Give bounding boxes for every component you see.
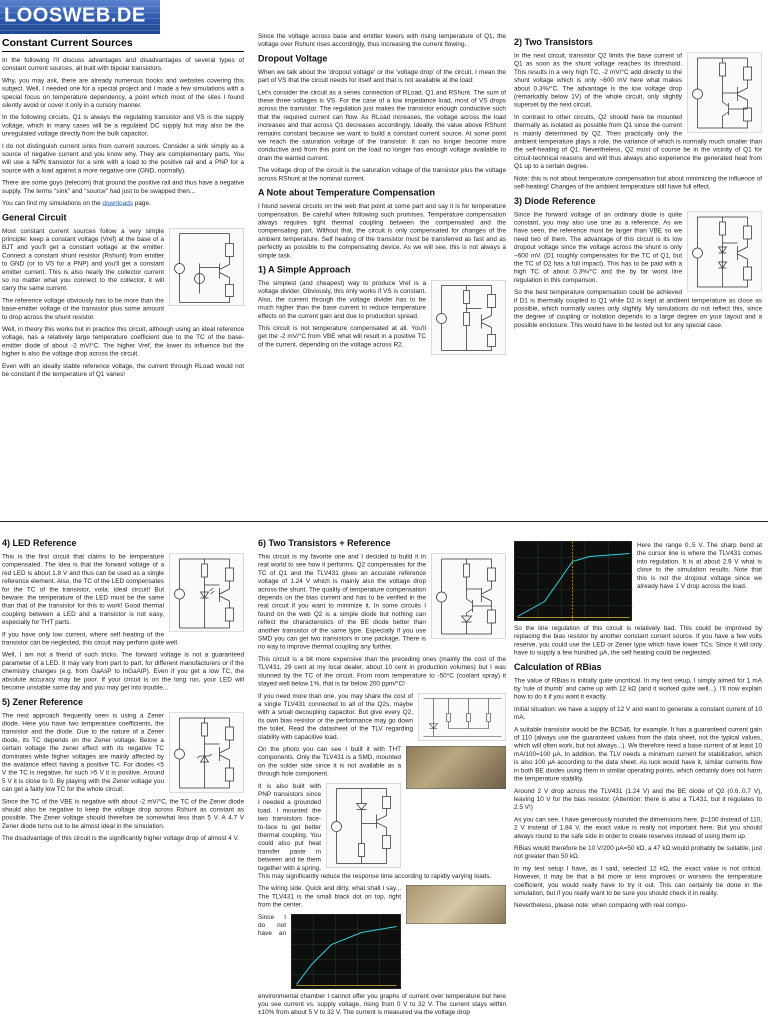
- paragraph: The voltage drop of the circuit is the saturation voltage of the transistor plus the voltage across RShunt at the nominal current.: [258, 166, 506, 182]
- schematic-two-transistors: [687, 53, 762, 133]
- site-logo[interactable]: [0, 0, 160, 34]
- paragraph: This circuit is a bit more expensive than the preceding ones (mainly the cost of the TLV431, 29 cent at my local dealer, about 10 cent in production volumes) but I was stunned by the TC of the circuit. From room temperature to -50°C (coolant spray) it stayed well below 1%, that is far below 200 ppm/°C!: [258, 654, 506, 688]
- paragraph: Since the TC of the VBE is negative with about -2 mV/°C, the TC of the Zener diode should also be negative to keep the voltage drop across Rshunt as constant as possible. The Zener voltage should therefore be somewhat less than 5 V. A 4.7 V Zener diode turns out to be almost ideal in the simulation.: [2, 797, 244, 830]
- text: You can find my simulations on the: [2, 199, 103, 207]
- paragraph: Note: this is not about temperature compensation but about minimizing the influence of self-heating! Changes of the ambient temperature still have full effect.: [514, 174, 762, 191]
- section-heading: General Circuit: [2, 212, 67, 223]
- section-heading: 5) Zener Reference: [2, 696, 84, 707]
- divider: [0, 521, 768, 522]
- paragraph: The wiring side. Quick and dirty, what shall I say... The TLV431 is the small black dot on top, right from the center.: [258, 884, 401, 909]
- text: page.: [133, 199, 151, 207]
- section-heading: 6) Two Transistors + Reference: [258, 538, 391, 548]
- paragraph: It is also built with PNP transistors since I needed a grounded load. I mounted the two transistors face-to-face to get better thermal coupling. You could also put heat transfer paste in between and tie them together with a spring. This may significantly reduce the response time according to rapidly varying loads.: [258, 781, 492, 880]
- paragraph: This is the first circuit that claims to be temperature compensated. The idea is that the forward voltage of a red LED is about 1.8 V and thus can be used as a single reference element. Also, the TC of the LED compensates for the TC of the transistor, voila: ideal circuit! But beware: the temperature of the LED must be the same than that of the transistor for this to work! Good thermal coupling between a LED and a transistor is not easy, especially for THT parts.: [2, 552, 164, 626]
- section-heading: 3) Diode Reference: [514, 195, 596, 206]
- column-2: [258, 32, 506, 522]
- paragraph: So the line regulation of this circuit is relatively bad. This could be improved by replacing the bias resistor by another constant current source. If you have a few volts reserve, you could use the LED or Zener type which have lower TCs. Since it will only have to supply a few hundred µA, the self heating could be neglected.: [514, 624, 762, 657]
- scope-screenshot-low-range: [514, 541, 632, 621]
- column-6: [514, 541, 762, 1024]
- wiring-photo: [406, 885, 506, 924]
- column-4: [2, 533, 244, 1023]
- scope-screenshot-supply-sweep: [291, 914, 401, 989]
- paragraph: Around 2 V drop across the TLV431 (1.24 V) and the BE diode of Q2 (0.6..0.7 V), leaving 10 V for the bias resistor. (Attention: there is also a TL431, but it regulates to 2.5 V!): [514, 786, 762, 811]
- scope-trace-icon: [292, 914, 402, 989]
- paragraph: Since the forward voltage of an ordinary diode is quite constant, you may also use one as a reference. As we have seen, the reference must be larger than VBE so we need two of them. The advantage of this circuit is its low dropout voltage since the voltage across the shunt is only ~600 mV. (D1 roughly compensates for the TC of Q1, but the TC of D2 has a full impact). This has to be paid with a high TC of about 0.3%/°C and the by far worst line regulation in this comparison.: [514, 210, 682, 284]
- circuit-icon: [688, 212, 763, 292]
- paragraph: Well, I am not a friend of such tricks. The forward voltage is not a guaranteed parameter of a LED. It may vary from part to part, for different manufacturers or if the chemistry changes (e.g. from GaAsP to InGaAlP). Even if you get a low TC, the absolute accuracy may be poor. If your circuit is on the long run, your LED will become unstable some day and you may get into trouble...: [2, 650, 244, 692]
- paragraph: RBias would therefore be 10 V/200 µA=50 kΩ, a 47 kΩ would probably be suitable, just not greater than 50 kΩ.: [514, 843, 762, 860]
- paragraph: Most constant current sources follow a very simple principle: keep a constant voltage (Vref) at the base of a BJT and you'll get a constant voltage at the emitter. Connect a constant shunt resistor (Rshunt) from emitter to GND (or to VS for a PNP) and you'll get a constant emitter current. This is also nearly the collector current so no matter what you connect to the collector, it will carry the same current.: [2, 226, 164, 292]
- paragraph: The reference voltage obviously has to be more than the base-emitter voltage of the transistor plus some amount to drop across the shunt resistor.: [2, 296, 164, 321]
- circuit-icon: [327, 783, 402, 868]
- paragraph: Let's consider the circuit as a series connection of RLoad, Q1 and RShunt. The sum of these three voltages is VS. For the case of a low impedance load, most of VS drops across the transistor. The regulation just makes the transistor enough conductive such that the required current can flow. As RLoad increases, the voltage across the load increases and that across Q1 decreases accordingly. Ideally, the value above RShunt remains constant because we want to build a constant current source. At some point we reach the saturation voltage of the transistor. It can no longer become more conductive and from this point on the load no longer has enough voltage available to drain the wanted current.: [258, 88, 506, 162]
- circuit-icon: [170, 713, 245, 793]
- paragraph: Well, in theory this works but in practice this circuit, although using an ideal reference voltage, has a relatively large temperature coefficient due to the TC of the base-emitter diode of about -2 mV/°C. The higher Vref, the lower its influence but the higher is also the voltage drop across the circuit.: [2, 324, 244, 358]
- paragraph: In the following I'll discuss advantages and disadvantages of several types of constant current sources, all built with bipolar transistors.: [2, 56, 244, 72]
- paragraph: So the best temperature compensation could be achieved if D1 is thermally coupled to Q1 while D2 is kept at ambient temperature as close as possible, which normally varies only slightly. My simulations do not reflect this, since the degree of coupling or isolation depends to a large degree on your layout and a possible enclosure. This would have to be tested out for any special case.: [514, 288, 762, 329]
- paragraph: On the photo you can see I built it with THT components. Only the TLV431 is a SMD, mounted on the solder side since it is not available as a through hole component.: [258, 744, 401, 778]
- section-heading: 2) Two Transistors: [514, 37, 593, 47]
- board-photo: [406, 746, 506, 789]
- circuit-icon: [688, 53, 763, 133]
- paragraph: Why, you may ask, there are already numerous books and websites covering this subject. Well, I needed one for a special project and I made a few simulations with a special focus on temperature dependency, a point which most of the sites I found silently avoid or cover it only in a cursory manner.: [2, 76, 244, 109]
- schematic-shared-tlv: [418, 693, 506, 741]
- section-heading: 1) A Simple Approach: [258, 264, 351, 275]
- circuit-icon: [432, 280, 507, 355]
- paragraph: If you need more than one, you may share the cost of a single TLV431 connected to all of the Q2s, maybe with a small decoupling capacitor. But give every Q2, its own bias resistor or the performance may go down the toilet. Read the datasheet of the TLV regarding stability with capacitive load.: [258, 691, 413, 741]
- paragraph: I found several circuits on the web that point at some part and say it is for temperature compensation. Be careful when following such promises. Temperature compensation always requires tight thermal coupling between the compensated and the compensating part. Without that, the circuit is only compensated for changes of the ambient temperature. Self heating of the transistor must be transferred as fast and as perfectly as possible to the compensating device. As we will see, this is not always a simple task.: [258, 202, 506, 259]
- schematic-two-transistors-reference: [431, 554, 506, 639]
- section-heading: Calculation of RBias: [514, 661, 602, 672]
- logo-text: LOOSWEB.DE: [4, 4, 146, 26]
- column-5: [258, 533, 506, 1023]
- circuit-icon: [170, 228, 245, 306]
- section-heading: 4) LED Reference: [2, 538, 77, 548]
- paragraph: The value of RBias is initially quite uncritical. In my test setup, I simply aimed for 1 mA by 'rule of thumb' and came up with 12 kΩ (and it worked quite well...). I'll now explain how to do it if you want it exactly.: [514, 676, 762, 701]
- paragraph: A suitable transistor would be the BC546, for example. It has a guaranteed current gain of 110 (always use the guaranteed values from the data sheet, not the typical values, which will often work, but not always...). We therefore need a base current of at least 10 mA/100=100 µA. In addition, the TLV needs a minimum current for stabilization, which is also 100 µA according to the data sheet. As luck would have it, similar currents flow in both BE diodes using them in similar operating points, which certainly does not harm the temperature stability.: [514, 725, 762, 783]
- paragraph: The simplest (and cheapest) way to produce Vref is a voltage divider. Obviously, this only works if VS is constant. Also, the current through the voltage divider has to be much higher than the base current to reduce temperature effects on the current gain and due to production spread.: [258, 278, 426, 320]
- schematic-general: [169, 228, 244, 306]
- paragraph: I do not distinguish current sinks from current sources. Consider a sink simply as a source of negative current and you know why. They are complementary parts. You will use a NPN transistor for a sink with a load to the positive rail and a PNP for a source with a load against a more negative one (GND, normally).: [2, 141, 244, 174]
- paragraph: This circuit is my favorite one and I decided to build it in real world to see how it performs. Q2 compensates for the TC of Q1 and the TLV431 gives an accurate reference voltage of 1.24 V which is mainly also the voltage drop across the shunt. The quality of temperature compensation depends on the bias current and has to be verified in the real circuit if you want to minimize it. In some circuits I found on the web Q2 is a simple diode but nothing can reflect the characteristics of the BE diode better than another transistor of the same type. Especially if you use SMD you can get two transistors in one package. There is no way to improve thermal coupling any further.: [258, 552, 426, 651]
- circuit-icon: [419, 693, 507, 741]
- paragraph: In the following circuits, Q1 is always the regulating transistor and VS is the supply voltage, which in many cases will be a regulated DC supply but may also be the unregulated voltage directly from the bulk capacitor.: [2, 113, 244, 138]
- section-heading: A Note about Temperature Compensation: [258, 187, 436, 198]
- paragraph: The disadvantage of this circuit is the significantly higher voltage drop of almost 4 V.: [2, 834, 239, 842]
- schematic-zener-reference: [169, 712, 244, 792]
- paragraph: In my test setup I have, as I said, selected 12 kΩ, the exact value is not critical. However, it may be that a bit more or less improves or worsens the temperature coefficient, you would really have to try it out. This can certainly be done in the simulation, but if you really want to be sure you should check it in reality.: [514, 864, 762, 897]
- paragraph: Since the voltage across base and emitter lowers with rising temperature of Q1, the voltage over Rshunt rises accordingly, thus increasing the current flowing.: [258, 32, 506, 48]
- paragraph: Nevertheless, please note: when comparing with real compo-: [514, 901, 688, 909]
- circuit-icon: [432, 554, 507, 639]
- schematic-pnp-version: [326, 783, 401, 868]
- column-1: [2, 36, 244, 516]
- paragraph: In the next circuit, transistor Q2 limits the base current of Q1 as soon as the shunt voltage reaches its threshold. This results in a very high TC, -2 mV/°C add directly to the shunt voltage which is only ~600 mV here what makes about 0.3%/°C. The advantage is the low voltage drop (remarkably below 1V) of the whole circuit, only slightly superset by the next circuit.: [514, 51, 682, 109]
- paragraph: Initial situation: we have a supply of 12 V and want to generate a constant current of 10 mA.: [514, 704, 762, 721]
- page-title: Constant Current Sources: [2, 36, 244, 52]
- paragraph: Since I do not have an environmental chamber I cannot offer you graphs of current over temperature but here you see current vs. supply voltage, rising from 0 V to 32 V. The current stays within ±10% from about 5 V to 32 V. The current is measured via the voltage drop: [258, 912, 506, 1016]
- paragraph: There are some guys (telecom) that ground the positive rail and thus have a negative supply. The terms "sink" and "source" had just to be swapped then...: [2, 178, 244, 195]
- paragraph: When we talk about the 'dropout voltage' or the 'voltage drop' of the circuit, I mean the part of VS that the circuit needs for itself and that is not available at the load:: [258, 67, 506, 84]
- schematic-diode-reference: [687, 211, 762, 291]
- downloads-link[interactable]: downloads: [102, 199, 134, 207]
- scope-trace-icon: [515, 542, 633, 622]
- paragraph: Even with an ideally stable reference voltage, the current through RLoad would not be constant if the temperature of Q1 varies!: [2, 361, 244, 378]
- paragraph: The next approach frequently seen is using a Zener diode. Here you have two temperature coefficients, the transistor and the diode. Due to the nature of a Zener diode, its TC depends on the Zener voltage. Below a certain voltage the zener effect with its negative TC dominates while higher voltages are mainly affected by the avalance effect having a positive TC. For diodes <5 V the TC is negative, for such >5 V it is positive. Around 5 V it is close to 0. By playing with the Zener voltage you can get a fairly low TC for the whole circuit.: [2, 711, 164, 793]
- paragraph: If you have only low current, where self heating of the transistor can be neglected, this circuit may perform quite well.: [2, 630, 179, 647]
- circuit-icon: [170, 554, 245, 632]
- paragraph: In contrast to other circuits, Q2 should here be mounted thermally as isolated as possible from Q1 since the current is mainly determined by Q2. Then practically only the ambient temperature plays a role, the variance of which is normally much smaller than the self-heating of Q1. Nevertheless, Q2 must of course be in the vicinity of Q1 for circuit-technical reasons and will thus always also experience the generated heat from Q1 up to a certain degree.: [514, 112, 762, 170]
- paragraph: This circuit is not temperature compensated at all. You'll get the -2 mV/°C from VBE what will result in a positive TC of the current, depending on the voltage across R2.: [258, 323, 426, 348]
- paragraph: [2, 199, 244, 207]
- schematic-simple: [431, 280, 506, 355]
- schematic-led-reference: [169, 554, 244, 632]
- column-3: [514, 32, 762, 522]
- paragraph: Here the range 0..5 V. The sharp bend at the cursor line is where the TLV431 comes into regulation. It is at about 2.9 V what is close to the simulation results. Note that this is not the dropout voltage since we already have 1 V drop across the load.: [637, 541, 762, 590]
- paragraph: As you can see, I have generously rounded the dimensions here. β=100 instead of 110, 2 V instead of 1.84 V, the exact value is really not important here. But you should always round to the safe side in order to create reserves instead of using them up.: [514, 815, 762, 840]
- section-heading: Dropout Voltage: [258, 53, 328, 64]
